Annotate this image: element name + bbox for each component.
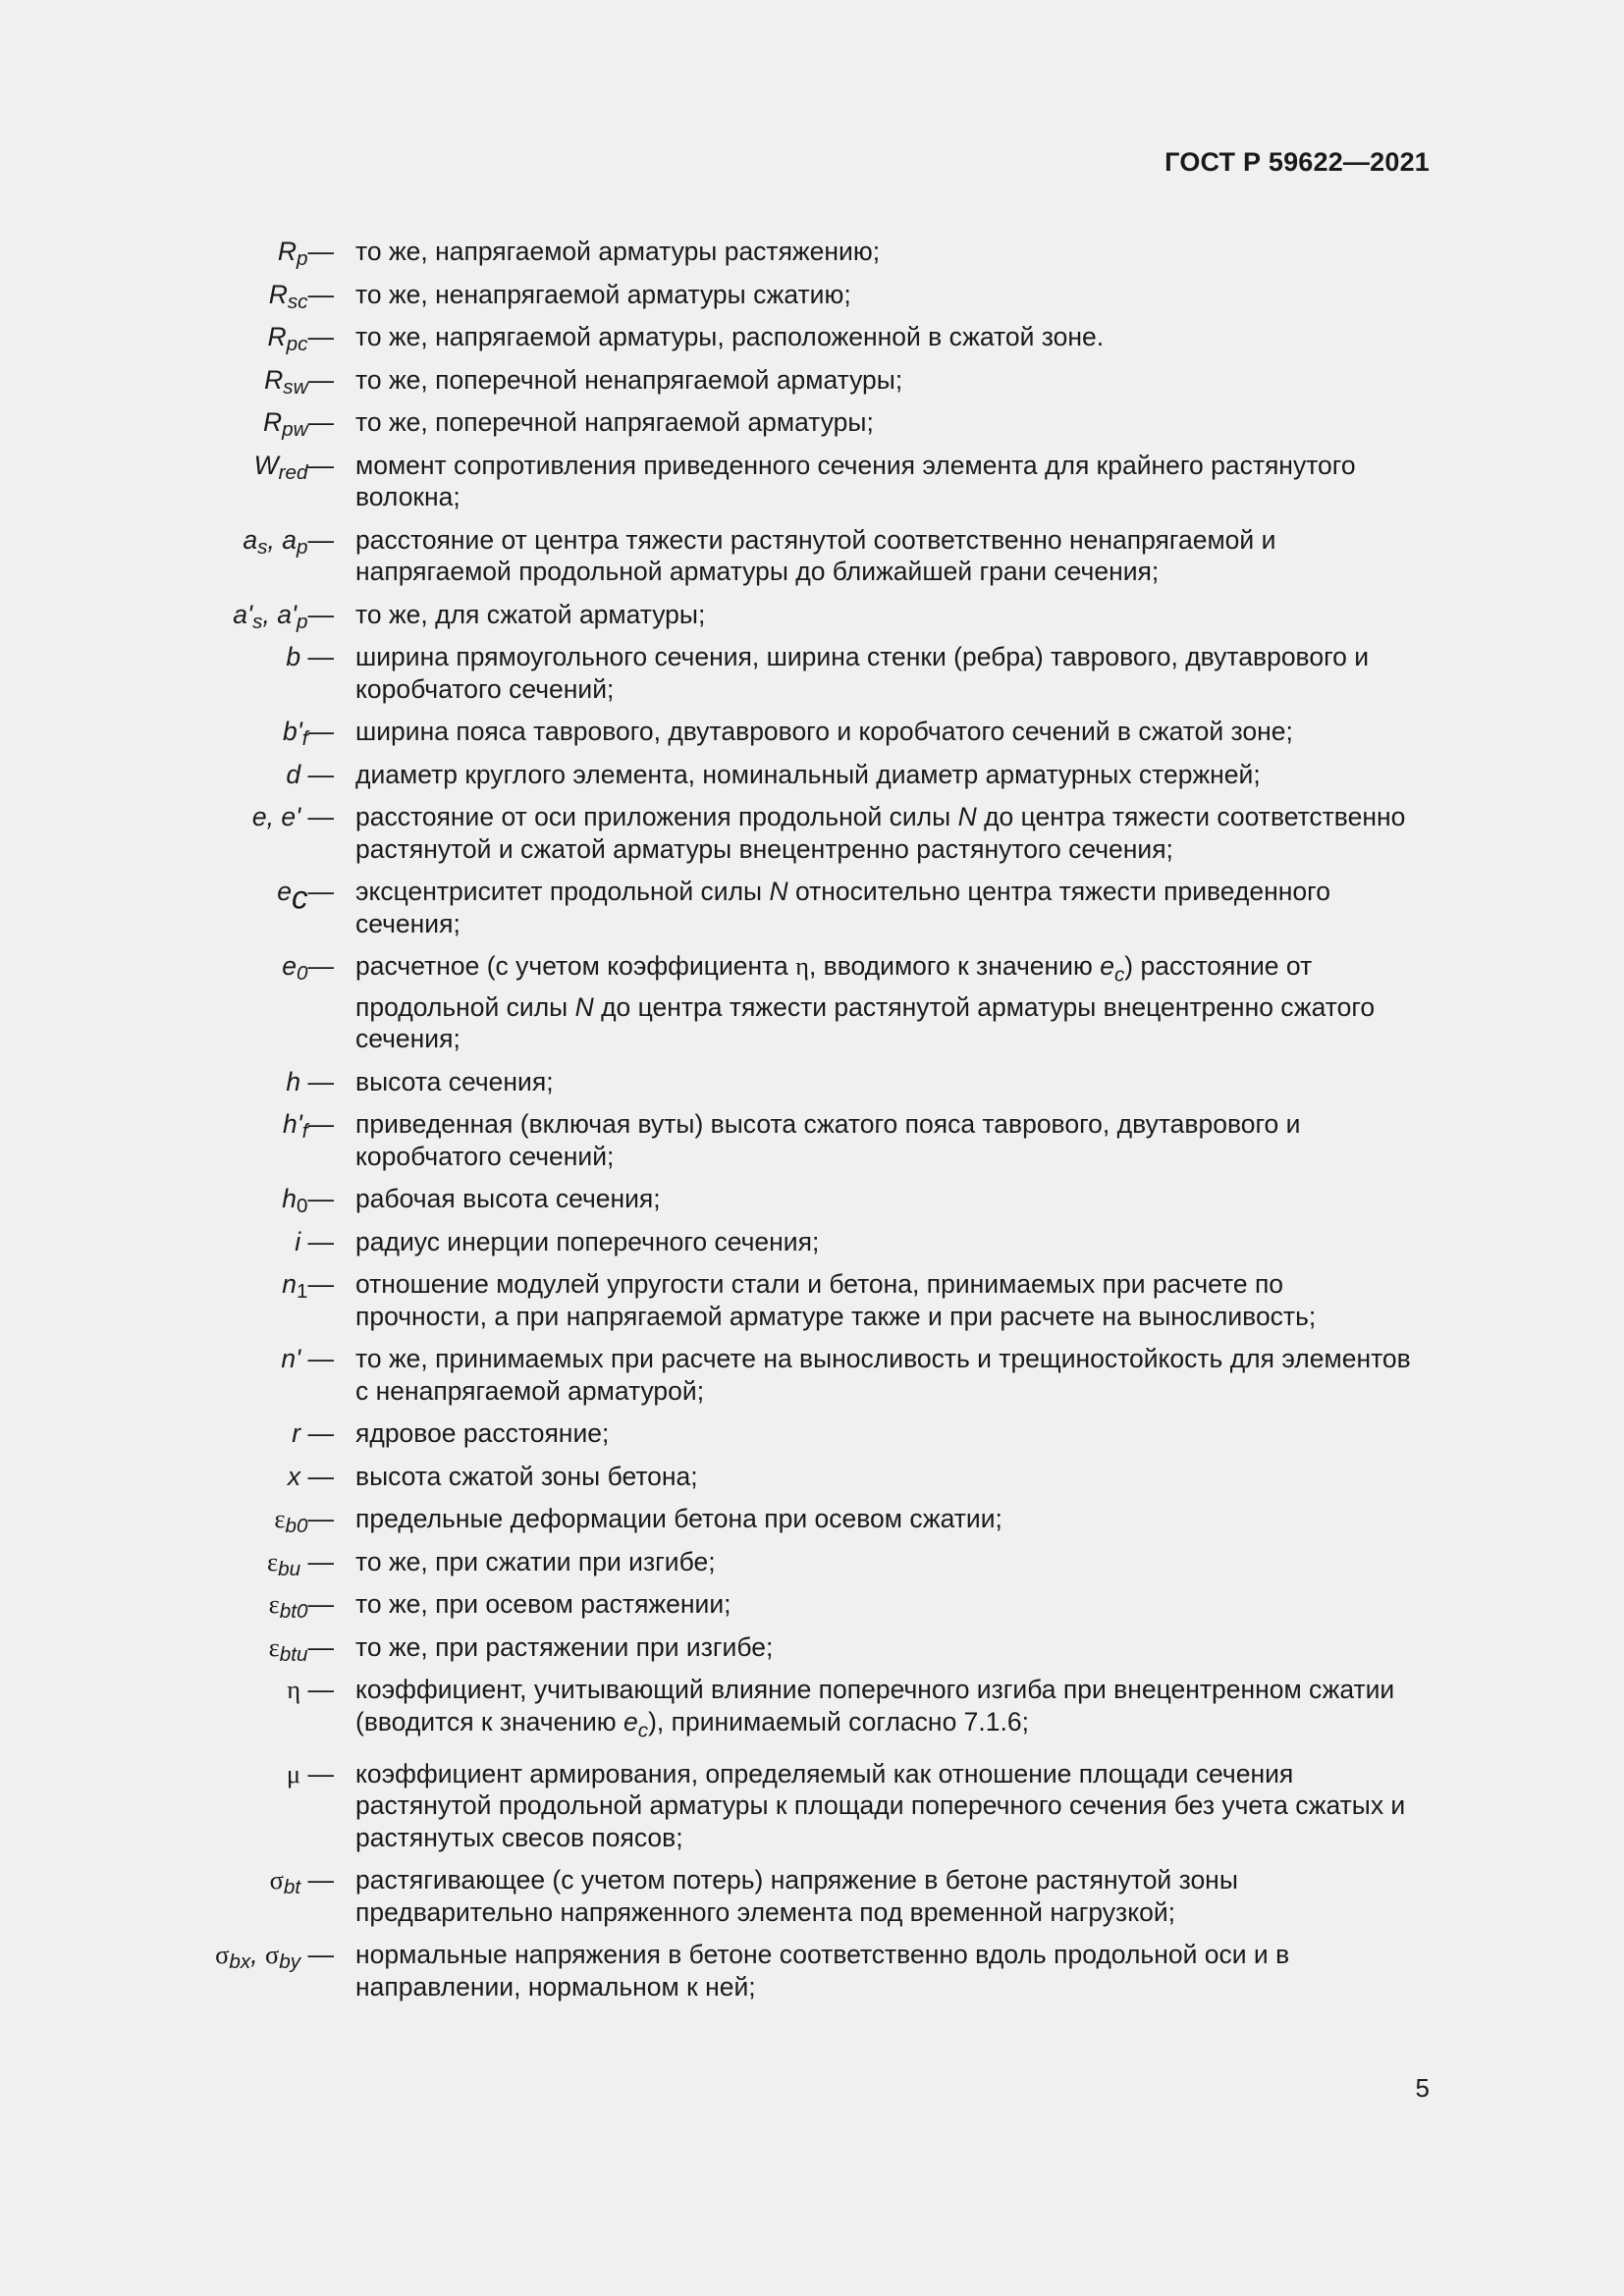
definition: высота сжатой зоны бетона; (355, 1461, 698, 1491)
notation-row (0, 1758, 1624, 1854)
symbol: $\varepsilon_{bu}$ — (267, 1546, 334, 1580)
definition: предельные деформации бетона при осевом сжатии; (355, 1504, 1002, 1534)
notation-row (0, 406, 1624, 442)
definition: радиус инерции поперечного сечения; (355, 1226, 820, 1256)
definition: высота сечения; (355, 1066, 554, 1096)
notation-row (0, 759, 1624, 791)
notation-row (0, 321, 1624, 356)
definition: расстояние от оси приложения продольной силы N до центра тяжести соответственно растянутой и сжатой арматуры внецентренно растянутого сечения; (355, 802, 1406, 864)
symbol: $\varepsilon_{b0}—$ (274, 1504, 334, 1538)
symbol: $\varepsilon_{btu}—$ (268, 1631, 334, 1666)
notation-row (0, 1268, 1624, 1332)
definition: то же, при растяжении при изгибе; (355, 1631, 774, 1662)
symbol: h — (286, 1066, 334, 1096)
definition: отношение модулей упругости стали и бетона, принимаемых при расчете по прочности, а при напрягаемой арматуре также и при расчете на выносливость; (355, 1269, 1317, 1331)
symbol: $R_{sw}—$ (264, 364, 334, 399)
notation-row (0, 524, 1624, 588)
notation-row (0, 236, 1624, 271)
notation-row (0, 364, 1624, 397)
notation-row (0, 1631, 1624, 1664)
notation-row (0, 1108, 1624, 1172)
notation-row (0, 641, 1624, 705)
notation-row (0, 1546, 1624, 1578)
symbol: $\varepsilon_{bt0}—$ (268, 1589, 334, 1624)
definition: то же, при сжатии при изгибе; (355, 1546, 716, 1576)
symbol: i — (295, 1226, 334, 1256)
notation-list (0, 236, 1624, 2002)
definition: диаметр круглого элемента, номинальный диаметр арматурных стержней; (355, 759, 1261, 789)
symbol: b — (286, 642, 334, 671)
definition: ширина прямоугольного сечения, ширина стенки (ребра) таврового, двутаврового и коробчатого сечений; (355, 642, 1370, 704)
notation-row (0, 1939, 1624, 2002)
symbol: x — (287, 1461, 334, 1491)
symbol: d — (286, 759, 334, 789)
notation-row (0, 1674, 1624, 1746)
symbol: $R_p—$ (277, 237, 334, 271)
notation-row (0, 950, 1624, 1055)
document-number: ГОСТ Р 59622—2021 (1164, 147, 1430, 177)
symbol: $R_{pc}—$ (267, 322, 334, 356)
notation-row (0, 599, 1624, 631)
notation-row (0, 279, 1624, 311)
definition: приведенная (включая вуты) высота сжатого пояса таврового, двутаврового и коробчатого сечений; (355, 1109, 1301, 1171)
definition: расстояние от центра тяжести растянутой соответственно ненапрягаемой и напрягаемой продольной арматуры до ближайшей грани сечения; (355, 524, 1276, 586)
notation-row (0, 450, 1624, 513)
definition: то же, при осевом растяжении; (355, 1589, 731, 1620)
notation-row (0, 1503, 1624, 1538)
definition: нормальные напряжения в бетоне соответственно вдоль продольной оси и в направлении, нормальном к ней; (355, 1940, 1290, 2002)
symbol: $a'_s$, $a'_p—$ (233, 599, 334, 633)
symbol: $W_{red}—$ (253, 450, 334, 484)
notation-row (0, 716, 1624, 751)
definition: то же, ненапрягаемой арматуры сжатию; (355, 279, 851, 309)
symbol: μ — (286, 1758, 334, 1789)
symbol: $a_s$, $a_p—$ (243, 524, 334, 559)
symbol: $\sigma_{bx}$, $\sigma_{by}$ — (215, 1940, 334, 1974)
notation-row (0, 1417, 1624, 1450)
definition: коэффициент, учитывающий влияние поперечного изгиба при внецентренном сжатии (вводится к значению $e_c$), принимаемый согласно 7.1.6; (355, 1675, 1395, 1742)
symbol: $R_{sc}—$ (268, 279, 334, 313)
definition: то же, поперечной ненапрягаемой арматуры; (355, 364, 903, 395)
notation-row (0, 1226, 1624, 1258)
symbol: η — (287, 1675, 334, 1705)
notation-row (0, 1066, 1624, 1098)
symbol: $e_c—$ (277, 877, 334, 917)
notation-row (0, 1343, 1624, 1407)
definition: растягивающее (с учетом потерь) напряжение в бетоне растянутой зоны предварительно напряженного элемента под временной нагрузкой; (355, 1865, 1238, 1927)
definition: ядровое расстояние; (355, 1418, 610, 1449)
definition: коэффициент армирования, определяемый как отношение площади сечения растянутой продольной арматуры к площади поперечного сечения без учета сжатых и растянутых свесов поясов; (355, 1758, 1406, 1852)
definition: то же, напрягаемой арматуры растяжению; (355, 237, 881, 266)
notation-row (0, 801, 1624, 865)
definition: рабочая высота сечения; (355, 1184, 661, 1214)
definition: эксцентриситет продольной силы N относительно центра тяжести приведенного сечения; (355, 877, 1330, 938)
symbol: $h_0—$ (282, 1184, 334, 1218)
notation-row (0, 1183, 1624, 1218)
symbol: $b'_f—$ (282, 717, 334, 751)
definition: расчетное (с учетом коэффициента η, вводимого к значению $e_c$) расстояние от продольной силы N до центра тяжести растянутой арматуры внецентренно сжатого сечения; (355, 951, 1376, 1054)
definition: то же, принимаемых при расчете на выносливость и трещиностойкость для элементов с ненапрягаемой арматурой; (355, 1344, 1411, 1406)
symbol: r — (292, 1418, 334, 1449)
symbol: n' — (281, 1344, 334, 1374)
definition: то же, для сжатой арматуры; (355, 599, 706, 629)
symbol: $R_{pw}—$ (262, 407, 334, 442)
notation-row (0, 1864, 1624, 1928)
definition: то же, напрягаемой арматуры, расположенной в сжатой зоне. (355, 322, 1105, 351)
symbol: e, e' — (251, 802, 334, 831)
symbol: $\sigma_{bt}$ — (269, 1865, 334, 1899)
symbol: $n_1—$ (282, 1269, 334, 1304)
page-number: 5 (1415, 2073, 1430, 2103)
notation-row (0, 1461, 1624, 1493)
symbol: $e_0—$ (282, 951, 334, 986)
notation-row (0, 1588, 1624, 1624)
definition: момент сопротивления приведенного сечения элемента для крайнего растянутого волокна; (355, 450, 1356, 511)
notation-row (0, 876, 1624, 939)
definition: то же, поперечной напрягаемой арматуры; (355, 407, 874, 437)
definition: ширина пояса таврового, двутаврового и коробчатого сечений в сжатой зоне; (355, 717, 1293, 746)
symbol: $h'_f—$ (282, 1109, 334, 1144)
